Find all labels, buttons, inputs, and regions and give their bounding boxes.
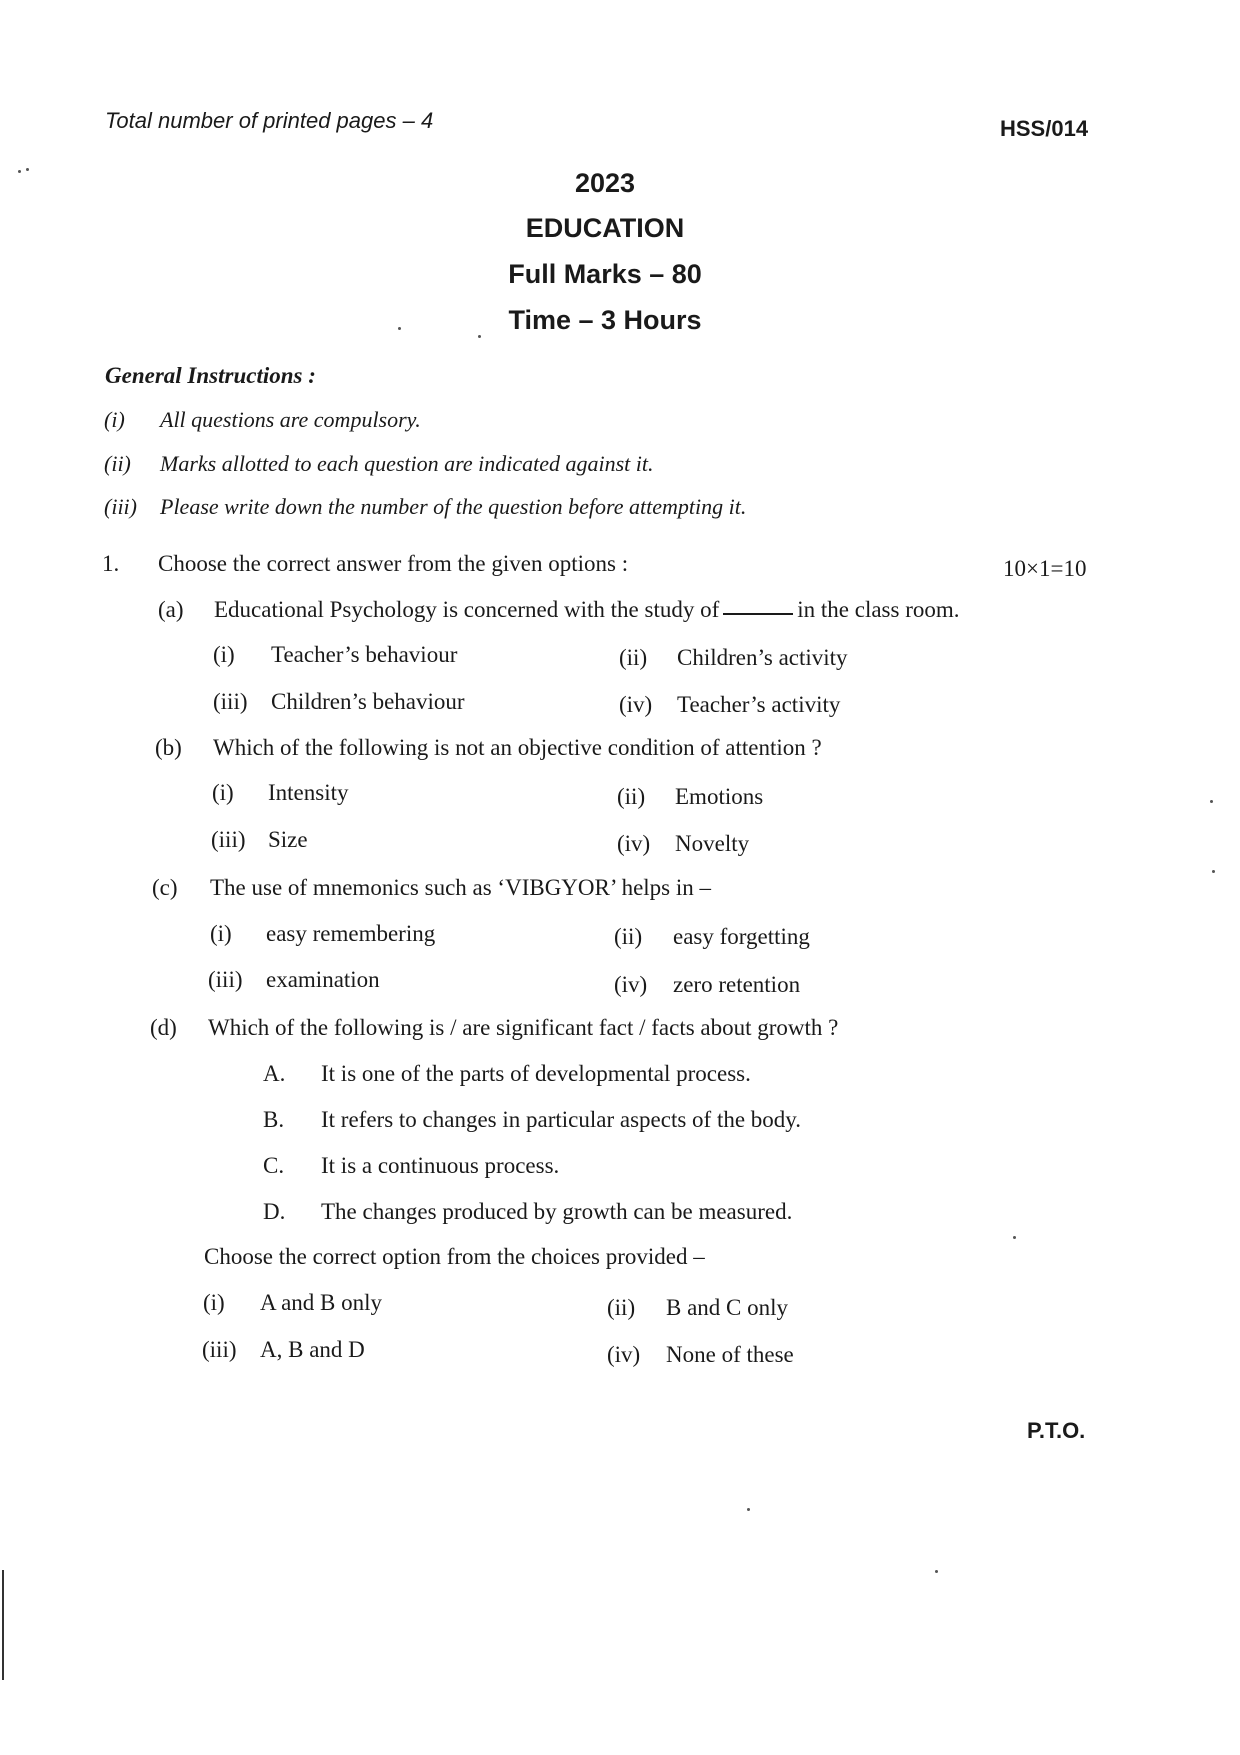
option-text: examination <box>266 967 380 992</box>
option-number: (iii) <box>213 689 248 714</box>
statement-text: It is one of the parts of developmental process. <box>321 1061 751 1086</box>
sub-question-text: The use of mnemonics such as ‘VIBGYOR’ helps in – <box>210 875 712 900</box>
sub-question-text: Which of the following is / are significant fact / facts about growth ? <box>208 1015 839 1040</box>
option-number: (i) <box>210 921 232 946</box>
option-text: A, B and D <box>260 1337 365 1362</box>
instruction-number: (iii) <box>104 494 137 519</box>
sub-question-text: Which of the following is not an objective condition of attention ? <box>213 735 822 760</box>
paper-code: HSS/014 <box>1000 116 1089 141</box>
instruction-text: Marks allotted to each question are indicated against it. <box>160 451 654 476</box>
instruction-number: (ii) <box>104 451 131 476</box>
option-text: zero retention <box>673 972 801 997</box>
scan-speck <box>26 168 29 171</box>
option-text: Size <box>268 827 308 852</box>
answer-blank <box>723 613 793 615</box>
option-number: (ii) <box>607 1295 636 1320</box>
option-number: (iv) <box>619 692 653 717</box>
option-number: (ii) <box>617 784 646 809</box>
option-number: (ii) <box>614 924 643 949</box>
question-number: 1. <box>102 551 120 576</box>
scan-speck <box>1013 1236 1016 1239</box>
choose-instruction: Choose the correct option from the choices provided – <box>204 1244 705 1269</box>
statement-letter: D. <box>263 1199 286 1224</box>
option-text: Intensity <box>268 780 349 805</box>
option-number: (i) <box>203 1290 225 1315</box>
exam-subject: EDUCATION <box>525 213 685 243</box>
scan-speck <box>935 1570 938 1573</box>
option-number: (iii) <box>202 1337 237 1362</box>
statement-text: It refers to changes in particular aspects of the body. <box>321 1107 802 1132</box>
option-text: B and C only <box>666 1295 789 1320</box>
scan-speck <box>398 327 401 330</box>
option-number: (iv) <box>607 1342 641 1367</box>
sub-question-label: (d) <box>150 1015 177 1040</box>
please-turn-over: P.T.O. <box>1027 1418 1086 1443</box>
option-number: (iii) <box>211 827 246 852</box>
full-marks: Full Marks – 80 <box>508 259 702 289</box>
statement-letter: C. <box>263 1153 285 1178</box>
scan-speck <box>478 335 481 338</box>
question-marks: 10×1=10 <box>1003 556 1087 581</box>
scan-speck <box>747 1508 750 1511</box>
statement-letter: A. <box>263 1061 286 1086</box>
statement-text: The changes produced by growth can be measured. <box>321 1199 793 1224</box>
option-text: None of these <box>666 1342 794 1367</box>
sub-question-text-before: Educational Psychology is concerned with the study of <box>214 597 720 622</box>
option-text: A and B only <box>260 1290 383 1315</box>
scan-edge-line <box>2 1570 4 1680</box>
instruction-text: Please write down the number of the question before attempting it. <box>160 494 747 519</box>
question-text: Choose the correct answer from the given options : <box>158 551 629 576</box>
option-text: Teacher’s activity <box>677 692 841 717</box>
sub-question-label: (b) <box>155 735 182 760</box>
sub-question-label: (a) <box>158 597 184 622</box>
scan-speck <box>1210 800 1213 803</box>
option-text: Novelty <box>675 831 750 856</box>
printed-pages-note: Total number of printed pages – 4 <box>105 108 434 133</box>
sub-question-text <box>214 597 960 623</box>
option-text: easy forgetting <box>673 924 810 949</box>
option-text: Children’s behaviour <box>271 689 465 714</box>
option-number: (iii) <box>208 967 243 992</box>
instruction-number: (i) <box>104 407 125 432</box>
statement-letter: B. <box>263 1107 285 1132</box>
general-instructions-heading: General Instructions : <box>105 363 316 388</box>
exam-year: 2023 <box>574 168 636 198</box>
instruction-text: All questions are compulsory. <box>160 407 421 432</box>
option-number: (iv) <box>614 972 648 997</box>
sub-question-text-after: in the class room. <box>797 597 960 622</box>
option-number: (iv) <box>617 831 651 856</box>
scan-speck <box>18 170 21 173</box>
exam-time: Time – 3 Hours <box>508 305 702 335</box>
sub-question-label: (c) <box>152 875 178 900</box>
statement-text: It is a continuous process. <box>321 1153 560 1178</box>
option-text: Teacher’s behaviour <box>271 642 458 667</box>
option-number: (ii) <box>619 645 648 670</box>
option-text: Children’s activity <box>677 645 848 670</box>
scan-speck <box>1212 870 1215 873</box>
option-text: easy remembering <box>266 921 436 946</box>
option-number: (i) <box>212 780 234 805</box>
option-number: (i) <box>213 642 235 667</box>
option-text: Emotions <box>675 784 764 809</box>
